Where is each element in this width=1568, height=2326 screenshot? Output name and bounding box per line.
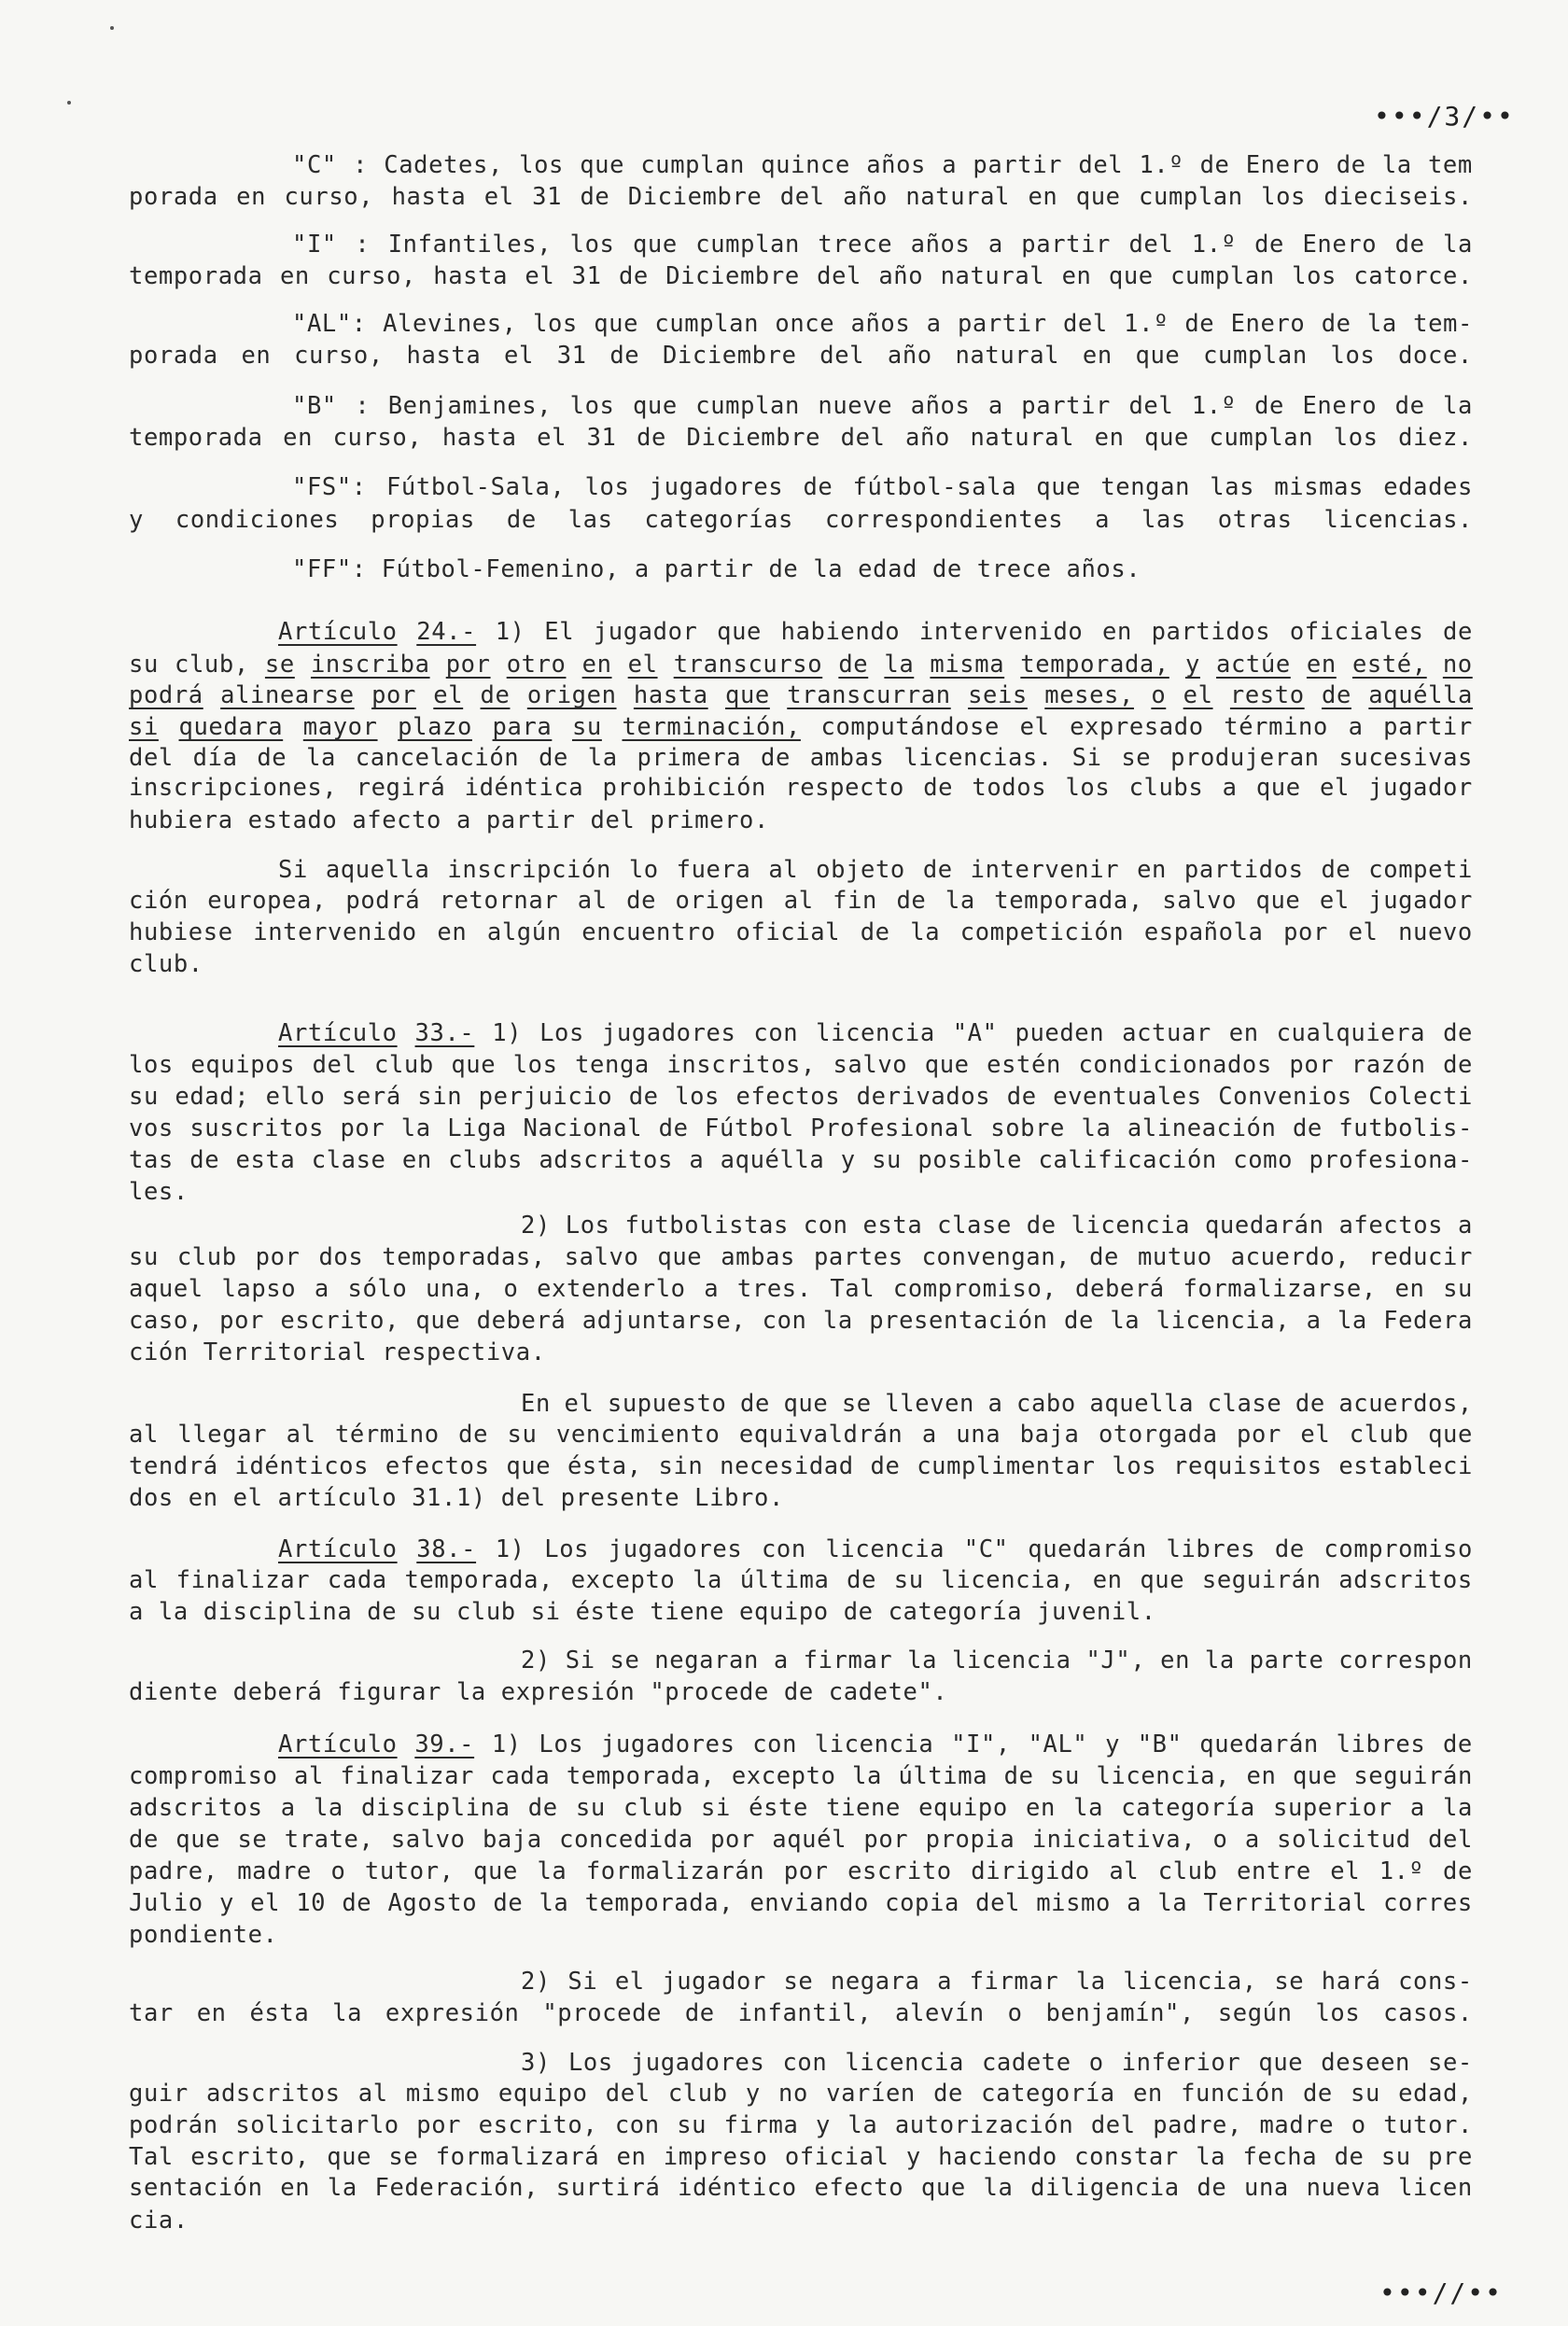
text-line: 2) Los futbolistas con esta clase de licencia quedarán afectos a bbox=[521, 1212, 1473, 1240]
text-line: temporada en curso, hasta el 31 de Diciembre del año natural en que cumplan los diez. bbox=[129, 424, 1473, 452]
text-line: les. bbox=[129, 1178, 189, 1206]
text-line: adscritos a la disciplina de su club si éste tiene equipo en la categoría superior a la bbox=[129, 1794, 1473, 1822]
text-line: club. bbox=[129, 950, 203, 978]
page-marker: •••/3/•• bbox=[1374, 101, 1515, 132]
text-line: tendrá idénticos efectos que ésta, sin necesidad de cumplimentar los requisitos estableci bbox=[129, 1452, 1473, 1480]
text-line: cia. bbox=[129, 2207, 189, 2235]
text-line: Artículo 24.- 1) El jugador que habiendo intervenido en partidos oficiales de bbox=[278, 618, 1473, 646]
text-line: 3) Los jugadores con licencia cadete o inferior que deseen se- bbox=[521, 2049, 1473, 2077]
text-line: al finalizar cada temporada, excepto la última de su licencia, en que seguirán adscritos bbox=[129, 1566, 1473, 1594]
text-line: "I" : Infantiles, los que cumplan trece años a partir del 1.º de Enero de la bbox=[292, 231, 1473, 259]
text-line: caso, por escrito, que deberá adjuntarse, con la presentación de la licencia, a la Federa bbox=[129, 1307, 1473, 1335]
text-line: los equipos del club que los tenga inscritos, salvo que estén condicionados por razón de bbox=[129, 1051, 1473, 1079]
text-line: guir adscritos al mismo equipo del club y no varíen de categoría en función de su edad, bbox=[129, 2080, 1473, 2108]
text-line: compromiso al finalizar cada temporada, excepto la última de su licencia, en que seguirán bbox=[129, 1762, 1473, 1790]
text-line: temporada en curso, hasta el 31 de Diciembre del año natural en que cumplan los catorce. bbox=[129, 262, 1473, 290]
text-line: su club, se inscriba por otro en el transcurso de la misma temporada, y actúe en esté, no bbox=[129, 651, 1473, 679]
text-line: podrá alinearse por el de origen hasta que transcurran seis meses, o el resto de aquélla bbox=[129, 681, 1473, 709]
text-line: si quedara mayor plazo para su terminación, computándose el expresado término a partir bbox=[129, 713, 1473, 741]
text-line: inscripciones, regirá idéntica prohibición respecto de todos los clubs a que el jugador bbox=[129, 774, 1473, 802]
text-line: ción Territorial respectiva. bbox=[129, 1338, 546, 1366]
text-line: dos en el artículo 31.1) del presente Libro. bbox=[129, 1484, 784, 1512]
text-line: hubiese intervenido en algún encuentro oficial de la competición española por el nuevo bbox=[129, 918, 1473, 946]
text-line: del día de la cancelación de la primera de ambas licencias. Si se produjeran sucesivas bbox=[129, 744, 1473, 772]
text-line: hubiera estado afecto a partir del primero. bbox=[129, 806, 769, 834]
text-line: vos suscritos por la Liga Nacional de Fútbol Profesional sobre la alineación de futbolis- bbox=[129, 1114, 1473, 1142]
text-line: aquel lapso a sólo una, o extenderlo a tres. Tal compromiso, deberá formalizarse, en su bbox=[129, 1275, 1473, 1303]
text-line: y condiciones propias de las categorías correspondientes a las otras licencias. bbox=[129, 506, 1473, 534]
text-line: pondiente. bbox=[129, 1921, 278, 1949]
text-line: padre, madre o tutor, que la formalizarán por escrito dirigido al club entre el 1.º de bbox=[129, 1857, 1473, 1885]
text-line: Julio y el 10 de Agosto de la temporada, enviando copia del mismo a la Territorial corres bbox=[129, 1889, 1473, 1917]
text-line: podrán solicitarlo por escrito, con su firma y la autorización del padre, madre o tutor. bbox=[129, 2111, 1473, 2139]
text-line: "FF": Fútbol-Femenino, a partir de la edad de trece años. bbox=[292, 555, 1141, 583]
text-line: su edad; ello será sin perjuicio de los efectos derivados de eventuales Convenios Colecti bbox=[129, 1083, 1473, 1111]
continuation-marker: •••//•• bbox=[1379, 2277, 1504, 2308]
text-line: Artículo 39.- 1) Los jugadores con licencia "I", "AL" y "B" quedarán libres de bbox=[278, 1730, 1473, 1759]
text-line: porada en curso, hasta el 31 de Diciembre del año natural en que cumplan los dieciseis. bbox=[129, 183, 1473, 211]
text-line: "B" : Benjamines, los que cumplan nueve años a partir del 1.º de Enero de la bbox=[292, 392, 1473, 420]
text-line: su club por dos temporadas, salvo que ambas partes convengan, de mutuo acuerdo, reducir bbox=[129, 1243, 1473, 1271]
speck bbox=[110, 26, 114, 30]
text-line: tar en ésta la expresión "procede de infantil, alevín o benjamín", según los casos. bbox=[129, 1999, 1473, 2027]
text-line: porada en curso, hasta el 31 de Diciembre del año natural en que cumplan los doce. bbox=[129, 342, 1473, 370]
text-line: al llegar al término de su vencimiento equivaldrán a una baja otorgada por el club que bbox=[129, 1421, 1473, 1449]
text-line: sentación en la Federación, surtirá idéntico efecto que la diligencia de una nueva licen bbox=[129, 2174, 1473, 2202]
speck bbox=[67, 101, 71, 105]
text-line: "AL": Alevines, los que cumplan once años a partir del 1.º de Enero de la tem- bbox=[292, 310, 1473, 338]
text-line: ción europea, podrá retornar al de origen al fin de la temporada, salvo que el jugador bbox=[129, 887, 1473, 915]
text-line: 2) Si se negaran a firmar la licencia "J", en la parte correspon bbox=[521, 1646, 1473, 1674]
text-line: a la disciplina de su club si éste tiene equipo de categoría juvenil. bbox=[129, 1598, 1156, 1626]
text-line: Artículo 38.- 1) Los jugadores con licencia "C" quedarán libres de compromiso bbox=[278, 1535, 1473, 1563]
text-line: En el supuesto de que se lleven a cabo aquella clase de acuerdos, bbox=[521, 1390, 1473, 1418]
text-line: Si aquella inscripción lo fuera al objeto de intervenir en partidos de competi bbox=[278, 856, 1473, 884]
text-line: Artículo 33.- 1) Los jugadores con licencia "A" pueden actuar en cualquiera de bbox=[278, 1019, 1473, 1047]
text-line: tas de esta clase en clubs adscritos a aquélla y su posible calificación como profesiona- bbox=[129, 1146, 1473, 1174]
text-line: "FS": Fútbol-Sala, los jugadores de fútbol-sala que tengan las mismas edades bbox=[292, 473, 1473, 501]
text-line: "C" : Cadetes, los que cumplan quince años a partir del 1.º de Enero de la tem bbox=[292, 151, 1473, 179]
text-line: de que se trate, salvo baja concedida por aquél por propia iniciativa, o a solicitud del bbox=[129, 1826, 1473, 1854]
text-line: 2) Si el jugador se negara a firmar la licencia, se hará cons- bbox=[521, 1968, 1473, 1996]
text-line: Tal escrito, que se formalizará en impreso oficial y haciendo constar la fecha de su pre bbox=[129, 2143, 1473, 2171]
text-line: diente deberá figurar la expresión "procede de cadete". bbox=[129, 1678, 948, 1706]
